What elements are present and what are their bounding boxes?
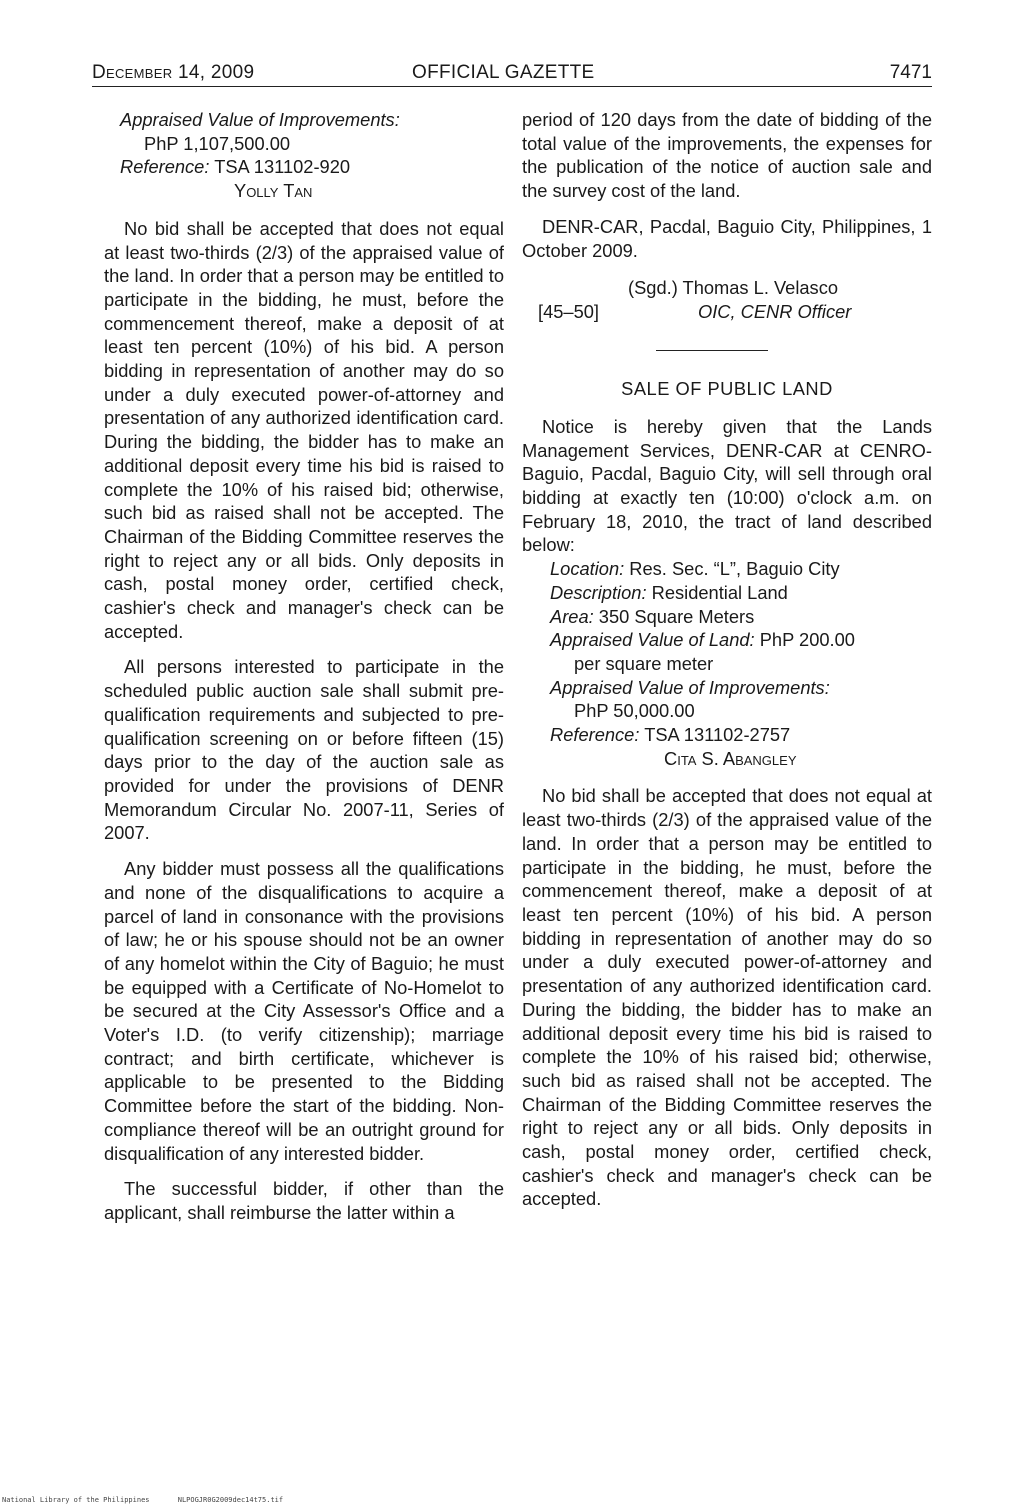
- footer-library: National Library of the Philippines: [2, 1496, 150, 1504]
- header-publication-title: OFFICIAL GAZETTE: [412, 62, 595, 83]
- land-value-field: [522, 628, 932, 675]
- section-heading: SALE OF PUBLIC LAND: [621, 378, 833, 400]
- right-column: [522, 108, 932, 1211]
- officer-title: OIC, CENR Officer: [698, 301, 852, 323]
- bid-paragraph: No bid shall be accepted that does not equal at least two-thirds (2/3) of the appraised value of the land. In order that a person may be entitled to participate in the bidding, he must, before the commencement thereof, make a deposit of at least ten percent (10%) of his bid. A person bidding in representation of another may do so under a duly executed power-of-attorney and presentation of any authorized identification card. During the bidding, the bidder has to make an additional deposit every time his bid is raised to complete the 10% of his raised bid; otherwise, such bid as raised shall not be accepted. The Chairman of the Bidding Committee reserves the right to reject any or all bids. Only deposits in cash, postal money order, certified check, cashier's check and manager's check can be accepted.: [104, 217, 504, 642]
- improvements-field-right: [522, 676, 932, 723]
- signature-block: [522, 276, 932, 326]
- scan-footer: [2, 1496, 283, 1504]
- improvements-label: Appraised Value of Improvements:: [120, 109, 400, 130]
- reference-name: Yolly Tan: [234, 180, 313, 202]
- reference-value: TSA 131102-920: [214, 156, 351, 178]
- place-date-line: DENR-CAR, Pacdal, Baguio City, Philippines, 1 October 2009.: [522, 215, 932, 261]
- improvements-field: [104, 108, 504, 155]
- location-label: Location:: [550, 558, 625, 580]
- header-date: December 14, 2009: [92, 62, 255, 83]
- left-column: [104, 108, 504, 1225]
- area-value: 350 Square Meters: [598, 605, 755, 627]
- signatory: (Sgd.) Thomas L. Velasco: [628, 277, 839, 299]
- section-divider: [656, 350, 768, 351]
- header-page-number: 7471: [889, 62, 932, 83]
- land-value: PhP 200.00: [759, 629, 855, 651]
- description-label: Description:: [550, 581, 647, 603]
- land-value-unit: per square meter: [574, 652, 714, 674]
- reference-field: [104, 155, 504, 202]
- area-field: [522, 605, 932, 629]
- bid-paragraph-right: No bid shall be accepted that does not equal at least two-thirds (2/3) of the appraised value of the land. In order that a person may be entitled to participate in the bidding, he must, before the commencement thereof, make a deposit of at least ten percent (10%) of his bid. A person bidding in representation of another may do so under a duly executed power-of-attorney and presentation of any authorized identification card. During the bidding, the bidder has to make an additional deposit every time his bid is raised to complete the 10% of his raised bid; otherwise, such bid as raised shall not be accepted. The Chairman of the Bidding Committee reserves the right to reject any or all bids. Only deposits in cash, postal money order, certified check, cashier's check and manager's check can be accepted.: [522, 785, 932, 1210]
- description-field: [522, 581, 932, 605]
- reference-name-right: Cita S. Abangley: [664, 747, 797, 769]
- reimbursement-paragraph: The successful bidder, if other than the applicant, shall reimburse the latter within a: [104, 1178, 504, 1223]
- land-value-label: Appraised Value of Land:: [550, 629, 755, 651]
- reference-label: Reference:: [120, 156, 210, 178]
- prequalification-paragraph: All persons interested to participate in the scheduled public auction sale shall submit pre-qualification requirements and subjected to pre-qualification screening on or before fifteen (15) days prior to the day of the auction sale as provided for under the provisions of DENR Memorandum Circular No. 2007-11, Series of 2007.: [104, 656, 504, 844]
- page-header: [92, 62, 932, 92]
- location-field: [522, 557, 932, 581]
- improvements-value: PhP 1,107,500.00: [144, 132, 291, 154]
- reference-field-right: [522, 723, 932, 770]
- improvements-value-right: PhP 50,000.00: [574, 700, 695, 722]
- continuation-paragraph: period of 120 days from the date of bidding of the total value of the improvements, the expenses for the publication of the notice of auction sale and the survey cost of the land.: [522, 109, 932, 202]
- header-rule: [92, 86, 932, 87]
- improvements-label-right: Appraised Value of Improvements:: [550, 676, 830, 698]
- issue-number: [45–50]: [538, 301, 599, 323]
- reference-value-right: TSA 131102-2757: [644, 724, 791, 746]
- footer-file: NLPOGJR0G2009dec14t75.tif: [177, 1496, 284, 1504]
- location-value: Res. Sec. “L”, Baguio City: [629, 558, 840, 580]
- description-value: Residential Land: [651, 581, 788, 603]
- qualifications-paragraph: Any bidder must possess all the qualifications and none of the disqualifications to acquire a parcel of land in consonance with the provisions of law; he or his spouse should not be an owner of any homelot within the City of Baguio; he must be equipped with a Certificate of No-Homelot to be secured at the City Assessor's Office and a Voter's I.D. (to verify citizenship); marriage contract; and birth certificate, whichever is applicable to be presented to the Bidding Committee before the start of the bidding. Non-compliance thereof will be an outright ground for disqualification of any interested bidder.: [104, 858, 504, 1164]
- reference-label-right: Reference:: [550, 724, 640, 746]
- area-label: Area:: [550, 605, 594, 627]
- notice-paragraph: Notice is hereby given that the Lands Management Services, DENR-CAR at CENRO-Baguio, Pacdal, Baguio City, will sell through oral bidding at exactly ten (10:00) o'clock a.m. on February 18, 2010, the tract of land described below:: [522, 415, 932, 556]
